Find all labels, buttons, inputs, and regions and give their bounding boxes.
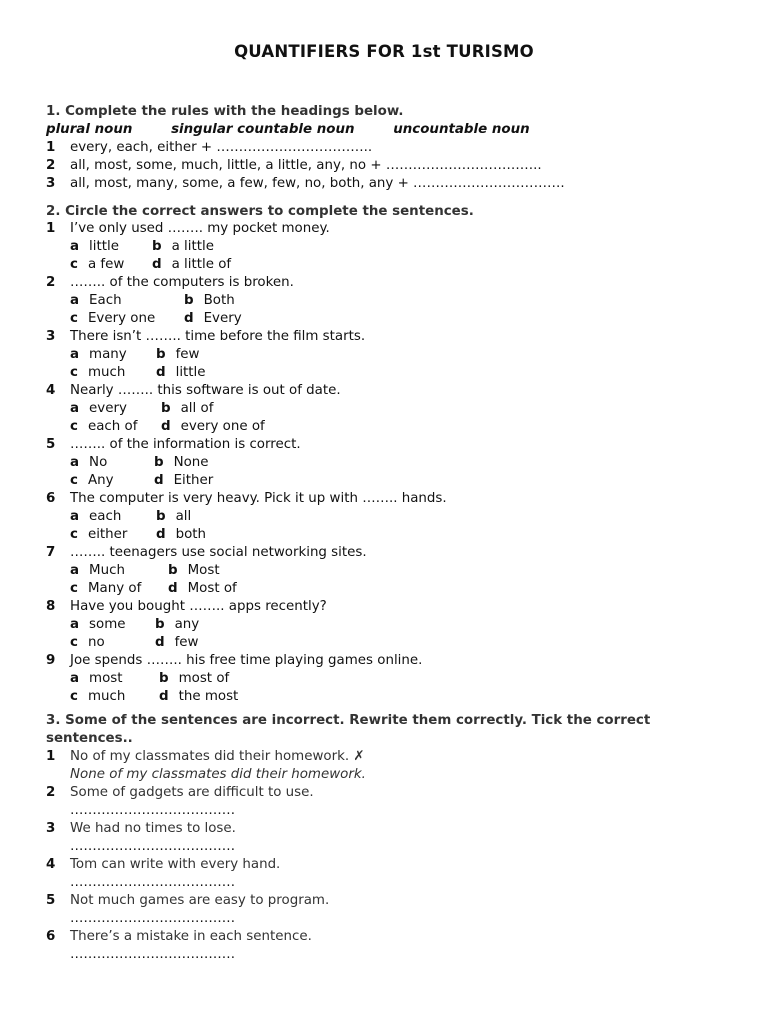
question-number: 1 — [46, 221, 56, 236]
question-number: 6 — [46, 491, 56, 506]
ex1-headings — [46, 121, 564, 139]
option-letter: a — [70, 563, 80, 578]
option-letter: b — [156, 347, 166, 362]
question-text: Joe spends …….. his free time playing games online. — [70, 653, 423, 668]
option-letter: d — [156, 527, 166, 542]
sentence-row — [0, 856, 768, 874]
ex2-heading: 2. Circle the correct answers to complete the sentences. — [46, 204, 474, 219]
sentence-row — [0, 784, 768, 802]
option-letter: d — [154, 473, 164, 488]
question-row — [0, 274, 768, 292]
question-text: There isn’t …….. time before the film starts. — [70, 329, 366, 344]
option-a[interactable] — [70, 670, 123, 688]
ex1-heading: 1. Complete the rules with the headings below. — [46, 104, 404, 119]
option-a[interactable] — [70, 292, 122, 310]
option-text: little — [89, 239, 119, 254]
option-text: every one of — [180, 419, 265, 434]
option-text: Every — [203, 311, 242, 326]
option-a[interactable] — [70, 400, 127, 418]
sentence-text: Not much games are easy to program. — [70, 893, 330, 908]
sentence-text: We had no times to lose. — [70, 821, 236, 836]
sentence-row — [0, 748, 768, 766]
question-text: …….. of the information is correct. — [70, 437, 301, 452]
option-letter: d — [161, 419, 171, 434]
option-text: little — [175, 365, 206, 380]
option-b[interactable] — [184, 292, 235, 310]
option-letter: b — [168, 563, 178, 578]
answer-line[interactable]: ………………………………. — [70, 911, 235, 926]
option-d[interactable] — [154, 472, 213, 490]
option-text: no — [87, 635, 105, 650]
item-text: all, most, many, some, a few, few, no, both, any + ……………………………. — [70, 176, 565, 191]
sentence-text: Tom can write with every hand. — [70, 857, 281, 872]
page-title: QUANTIFIERS FOR 1st TURISMO — [234, 42, 534, 61]
option-text: the most — [178, 689, 239, 704]
option-letter: c — [70, 689, 78, 704]
option-letter: a — [70, 401, 80, 416]
sentence-text: Some of gadgets are difficult to use. — [70, 785, 314, 800]
question-number: 4 — [46, 383, 56, 398]
example-answer: None of my classmates did their homework. — [70, 767, 366, 782]
option-text: few — [175, 347, 200, 362]
option-text: every — [89, 401, 127, 416]
question-number: 2 — [46, 275, 56, 290]
item-number: 1 — [46, 140, 56, 155]
question-row — [0, 490, 768, 508]
option-c[interactable] — [70, 526, 127, 544]
item-text: all, most, some, much, little, a little, any, no + …………………………….. — [70, 158, 542, 173]
sentence-number: 2 — [46, 785, 56, 800]
option-d[interactable] — [156, 364, 206, 382]
option-text: all of — [180, 401, 214, 416]
sentence-number: 6 — [46, 929, 56, 944]
option-letter: c — [70, 473, 78, 488]
option-a[interactable] — [70, 508, 121, 526]
option-text: each of — [87, 419, 138, 434]
ex1-item — [0, 139, 768, 157]
option-b[interactable] — [161, 400, 213, 418]
answer-line[interactable]: ………………………………. — [70, 875, 235, 890]
item-number: 2 — [46, 158, 56, 173]
option-c[interactable] — [70, 364, 125, 382]
option-text: any — [174, 617, 200, 632]
option-letter: c — [70, 635, 78, 650]
answer-line[interactable]: ………………………………. — [70, 947, 235, 962]
sentence-text: No of my classmates did their homework. ✗ — [70, 749, 365, 764]
option-text: a little of — [171, 257, 232, 272]
heading-uncountable-noun: uncountable noun — [393, 122, 530, 137]
heading-plural-noun: plural noun — [46, 122, 133, 137]
option-text: Much — [89, 563, 125, 578]
sentence-number: 3 — [46, 821, 56, 836]
option-text: Many of — [87, 581, 142, 596]
question-row — [0, 382, 768, 400]
option-a[interactable] — [70, 346, 127, 364]
ex1-item — [0, 157, 768, 175]
question-number: 8 — [46, 599, 56, 614]
option-letter: b — [184, 293, 194, 308]
option-letter: b — [154, 455, 164, 470]
sentence-row — [0, 892, 768, 910]
question-text: I’ve only used …….. my pocket money. — [70, 221, 330, 236]
option-c[interactable] — [70, 310, 155, 328]
option-letter: c — [70, 419, 78, 434]
question-number: 3 — [46, 329, 56, 344]
option-letter: a — [70, 239, 80, 254]
option-b[interactable] — [168, 562, 220, 580]
item-number: 3 — [46, 176, 56, 191]
sentence-row — [0, 928, 768, 946]
option-c[interactable] — [70, 580, 141, 598]
option-c[interactable] — [70, 472, 114, 490]
sentence-number: 5 — [46, 893, 56, 908]
question-text: Nearly …….. this software is out of date. — [70, 383, 341, 398]
option-letter: a — [70, 671, 80, 686]
ex3-heading-line1: 3. Some of the sentences are incorrect. Rewrite them correctly. Tick the correct — [46, 713, 651, 728]
option-text: both — [175, 527, 207, 542]
option-text: few — [174, 635, 199, 650]
option-a[interactable] — [70, 454, 107, 472]
option-text: most — [89, 671, 123, 686]
option-text: Either — [173, 473, 214, 488]
option-text: much — [87, 689, 126, 704]
option-text: each — [89, 509, 122, 524]
option-b[interactable] — [156, 508, 191, 526]
option-text: a few — [87, 257, 125, 272]
option-text: Every one — [87, 311, 156, 326]
sentence-number: 4 — [46, 857, 56, 872]
sentence-text: There’s a mistake in each sentence. — [70, 929, 312, 944]
option-a[interactable] — [70, 616, 126, 634]
option-text: Both — [203, 293, 235, 308]
option-text: Most of — [187, 581, 237, 596]
option-letter: d — [155, 635, 165, 650]
option-letter: b — [152, 239, 162, 254]
question-number: 7 — [46, 545, 56, 560]
option-letter: b — [156, 509, 166, 524]
option-d[interactable] — [184, 310, 242, 328]
option-d[interactable] — [155, 634, 199, 652]
item-text: every, each, either + …………………………….. — [70, 140, 373, 155]
question-text: The computer is very heavy. Pick it up with …….. hands. — [70, 491, 447, 506]
sentence-row — [0, 820, 768, 838]
question-row — [0, 328, 768, 346]
option-c[interactable] — [70, 634, 105, 652]
option-a[interactable] — [70, 562, 125, 580]
question-row — [0, 652, 768, 670]
option-d[interactable] — [152, 256, 231, 274]
option-letter: c — [70, 527, 78, 542]
option-c[interactable] — [70, 256, 124, 274]
option-text: all — [175, 509, 192, 524]
option-a[interactable] — [70, 238, 119, 256]
option-letter: d — [152, 257, 162, 272]
option-letter: d — [168, 581, 178, 596]
question-row — [0, 544, 768, 562]
sentence-number: 1 — [46, 749, 56, 764]
option-letter: b — [155, 617, 165, 632]
option-b[interactable] — [154, 454, 209, 472]
answer-line[interactable]: ………………………………. — [70, 839, 235, 854]
question-number: 9 — [46, 653, 56, 668]
option-letter: b — [159, 671, 169, 686]
option-d[interactable] — [156, 526, 206, 544]
question-text: Have you bought …….. apps recently? — [70, 599, 327, 614]
option-letter: b — [161, 401, 171, 416]
option-letter: a — [70, 509, 80, 524]
question-text: …….. of the computers is broken. — [70, 275, 294, 290]
option-c[interactable] — [70, 688, 125, 706]
question-number: 5 — [46, 437, 56, 452]
option-letter: c — [70, 311, 78, 326]
option-text: most of — [178, 671, 230, 686]
option-b[interactable] — [156, 346, 200, 364]
question-row — [0, 598, 768, 616]
option-text: None — [173, 455, 209, 470]
option-d[interactable] — [168, 580, 237, 598]
answer-line[interactable]: ………………………………. — [70, 803, 235, 818]
option-letter: a — [70, 293, 80, 308]
option-d[interactable] — [159, 688, 238, 706]
option-b[interactable] — [159, 670, 229, 688]
question-text: …….. teenagers use social networking sites. — [70, 545, 367, 560]
option-letter: c — [70, 365, 78, 380]
option-text: Most — [187, 563, 220, 578]
option-text: some — [89, 617, 126, 632]
option-letter: a — [70, 617, 80, 632]
question-row — [0, 220, 768, 238]
option-text: Any — [87, 473, 114, 488]
option-text: much — [87, 365, 126, 380]
option-letter: c — [70, 257, 78, 272]
option-text: many — [89, 347, 127, 362]
option-text: either — [87, 527, 128, 542]
option-text: No — [89, 455, 108, 470]
option-letter: d — [184, 311, 194, 326]
option-d[interactable] — [161, 418, 265, 436]
option-letter: a — [70, 455, 80, 470]
question-row — [0, 436, 768, 454]
option-letter: a — [70, 347, 80, 362]
ex1-item — [0, 175, 768, 193]
option-letter: d — [159, 689, 169, 704]
option-b[interactable] — [155, 616, 199, 634]
option-c[interactable] — [70, 418, 137, 436]
ex3-heading-line2: sentences.. — [46, 731, 133, 746]
heading-singular-countable-noun: singular countable noun — [171, 122, 355, 137]
option-text: a little — [171, 239, 214, 254]
option-text: Each — [89, 293, 122, 308]
option-letter: d — [156, 365, 166, 380]
option-letter: c — [70, 581, 78, 596]
option-b[interactable] — [152, 238, 214, 256]
